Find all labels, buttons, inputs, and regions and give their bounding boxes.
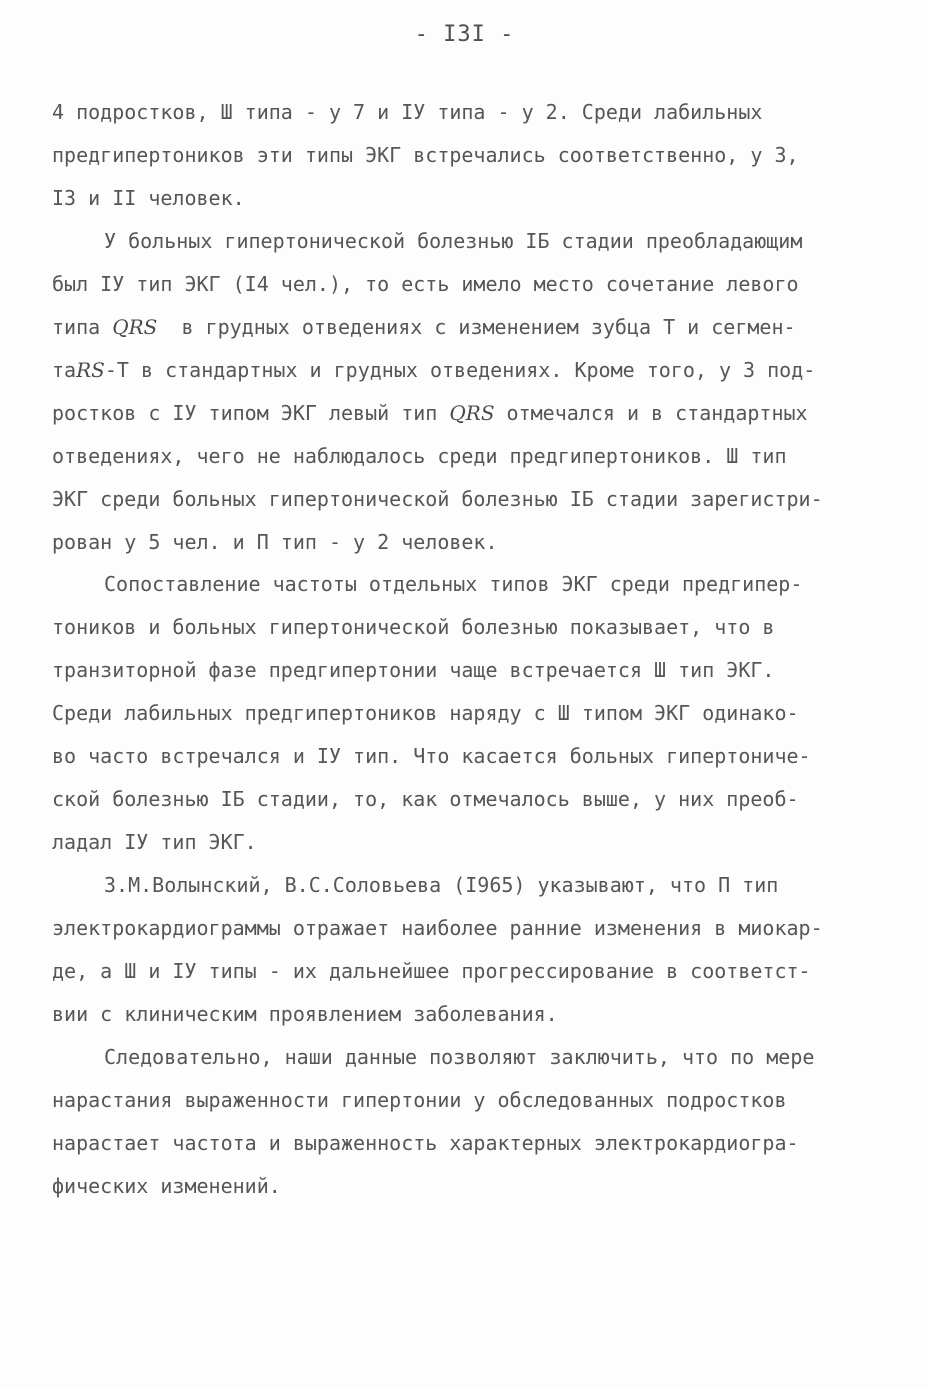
text-segment: типа — [52, 315, 113, 339]
text-segment: -T в стандартных и грудных отведениях. Кроме того, у 3 под- — [104, 358, 816, 382]
text-line: 4 подростков, Ш типа - у 7 и IУ типа - у 2. Среди лабильных — [52, 100, 763, 124]
text-line: электрокардиограммы отражает наиболее ранние изменения в миокар- — [52, 916, 823, 940]
handwritten-qrs: QRS — [112, 315, 158, 339]
handwritten-qrs: QRS — [449, 401, 495, 425]
text-line: рован у 5 чел. и П тип - у 2 человек. — [52, 530, 498, 554]
text-line — [52, 356, 815, 384]
text-line: З.М.Волынский, В.С.Соловьева (I965) указывают, что П тип — [104, 873, 779, 897]
handwritten-rs: RS — [76, 358, 105, 382]
text-line: ЭКГ среди больных гипертонической болезнью IБ стадии зарегистри- — [52, 487, 823, 511]
text-line: I3 и II человек. — [52, 186, 245, 210]
text-line — [52, 399, 808, 427]
text-line: нарастает частота и выраженность характерных электрокардиогра- — [52, 1131, 799, 1155]
text-line: Среди лабильных предгипертоников наряду с Ш типом ЭКГ одинако- — [52, 701, 799, 725]
text-line: Следовательно, наши данные позволяют заключить, что по мере — [104, 1045, 815, 1069]
text-segment: отмечался и в стандартных — [494, 401, 808, 425]
text-line: во часто встречался и IУ тип. Что касается больных гипертониче- — [52, 744, 811, 768]
text-segment: в грудных отведениях с изменением зубца Т и сегмен- — [157, 315, 796, 339]
text-segment: ростков с IУ типом ЭКГ левый тип — [52, 401, 450, 425]
text-segment: та — [52, 358, 77, 382]
text-line: ской болезнью IБ стадии, то, как отмечалось выше, у них преоб- — [52, 787, 799, 811]
text-line: вии с клиническим проявлением заболевания. — [52, 1002, 558, 1026]
text-line: предгипертоников эти типы ЭКГ встречались соответственно, у 3, — [52, 143, 799, 167]
text-line: отведениях, чего не наблюдалось среди предгипертоников. Ш тип — [52, 444, 787, 468]
text-line: был IУ тип ЭКГ (I4 чел.), то есть имело место сочетание левого — [52, 272, 799, 296]
text-line: тоников и больных гипертонической болезнью показывает, что в — [52, 615, 775, 639]
text-line: транзиторной фазе предгипертонии чаще встречается Ш тип ЭКГ. — [52, 658, 775, 682]
text-line: нарастания выраженности гипертонии у обследованных подростков — [52, 1088, 787, 1112]
text-line: Сопоставление частоты отдельных типов ЭКГ среди предгипер- — [104, 572, 803, 596]
text-line: де, а Ш и IУ типы - их дальнейшее прогрессирование в соответст- — [52, 959, 811, 983]
text-line: У больных гипертонической болезнью IБ стадии преобладающим — [104, 229, 803, 253]
text-line: ладал IУ тип ЭКГ. — [52, 830, 257, 854]
text-line — [52, 313, 796, 341]
page-number: - I3I - — [414, 22, 515, 47]
text-line: фических изменений. — [52, 1174, 281, 1198]
